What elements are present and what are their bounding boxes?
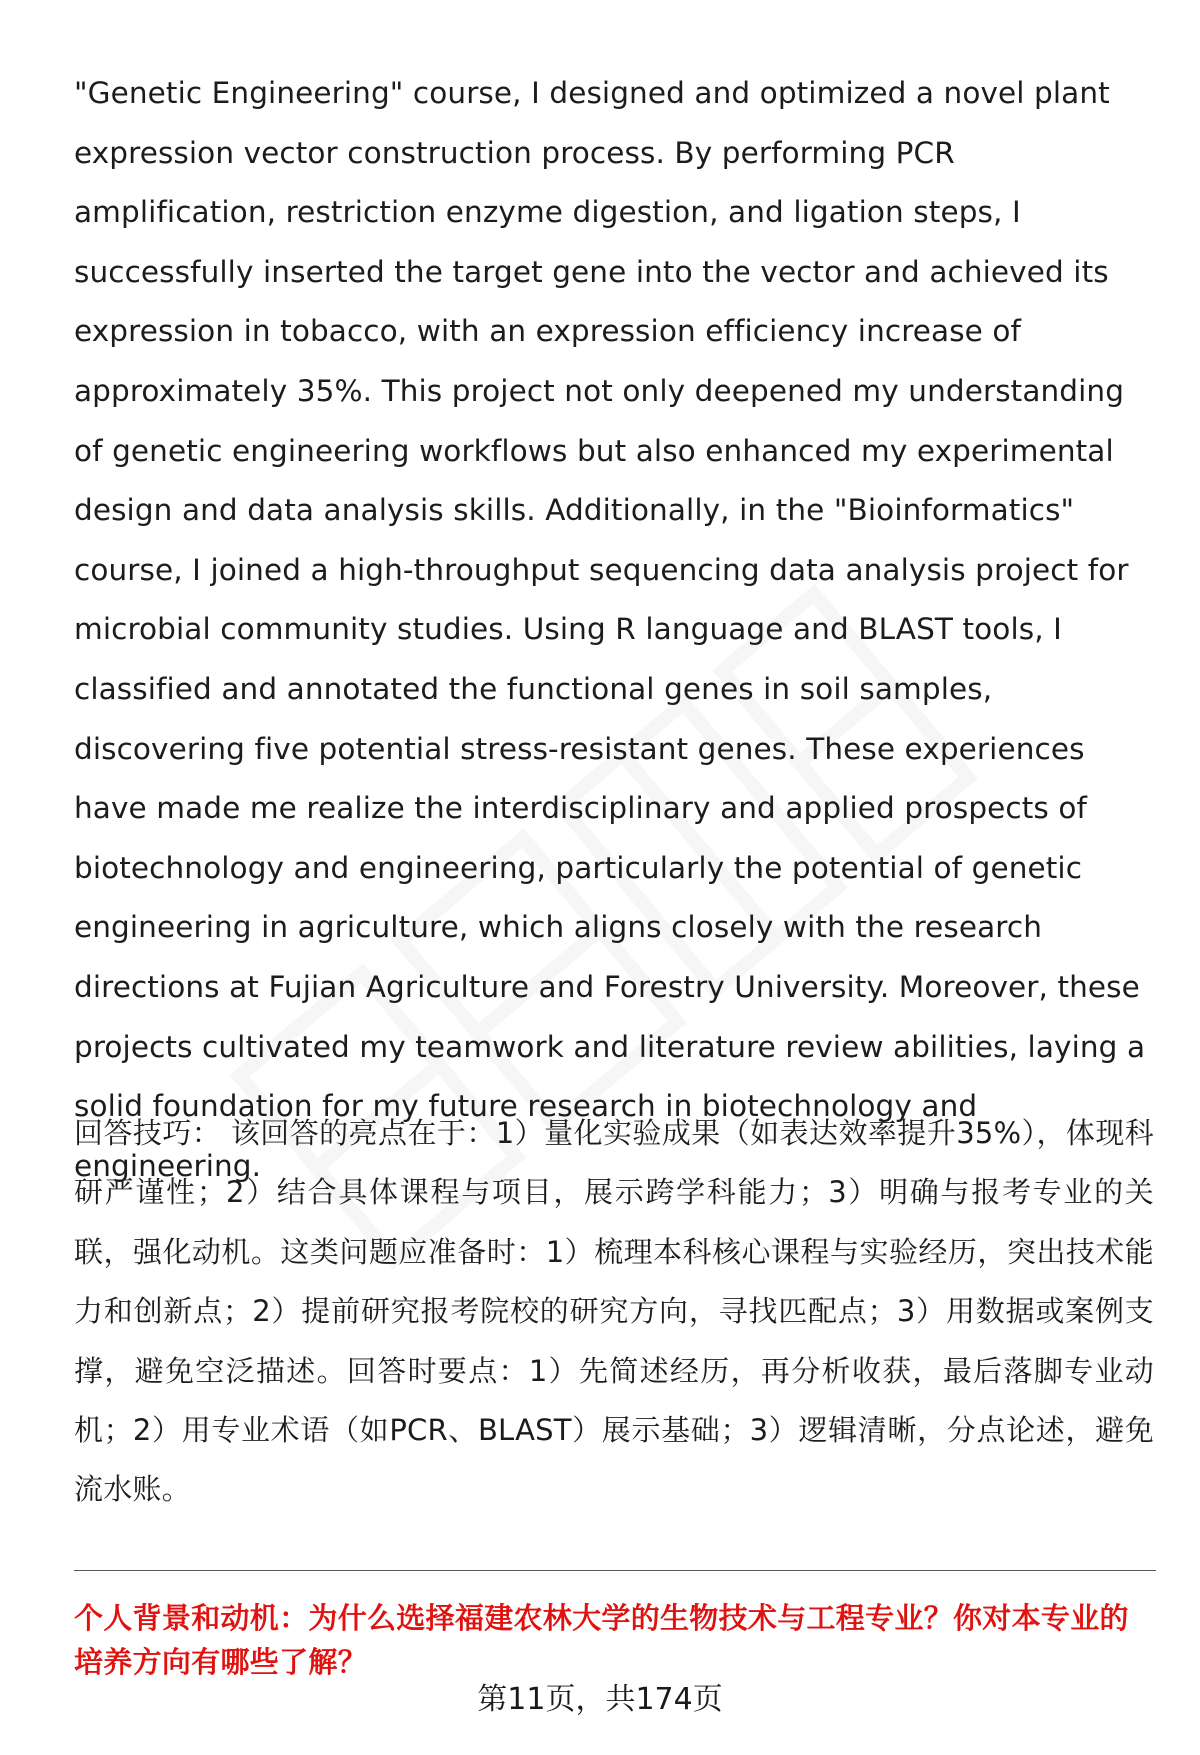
section-divider	[74, 1570, 1156, 1571]
answer-paragraph: "Genetic Engineering" course, I designed and optimized a novel plant expression vector construction process. By performing PCR amplification, restriction enzyme digestion, and ligation steps, I successfully inserted the target gene into the vector and achieved its expression in tobacco, with an expression efficiency increase of approximately 35%. This project not only deepened my understanding of genetic engineering workflows but also enhanced my experimental design and data analysis skills. Additionally, in the "Bioinformatics" course, I joined a high-throughput sequencing data analysis project for microbial community studies. Using R language and BLAST tools, I classified and annotated the functional genes in soil samples, discovering five potential stress-resistant genes. These experiences have made me realize the interdisciplinary and applied prospects of biotechnology and engineering, particularly the potential of genetic engineering in agriculture, which aligns closely with the research directions at Fujian Agriculture and Forestry University. Moreover, these projects cultivated my teamwork and literature review abilities, laying a solid foundation for my future research in biotechnology and engineering.	[74, 76, 1146, 1183]
question-text: 个人背景和动机：为什么选择福建农林大学的生物技术与工程专业？你对本专业的培养方向有哪些了解？	[74, 1601, 1129, 1679]
answer-tips	[74, 1104, 1154, 1520]
page-footer	[0, 1680, 1200, 1720]
answer-body	[74, 64, 1154, 1196]
tips-paragraph: 回答技巧： 该回答的亮点在于：1）量化实验成果（如表达效率提升35%），体现科研严谨性；2）结合具体课程与项目，展示跨学科能力；3）明确与报考专业的关联，强化动机。这类问题应准备时：1）梳理本科核心课程与实验经历，突出技术能力和创新点；2）提前研究报考院校的研究方向，寻找匹配点；3）用数据或案例支撑，避免空泛描述。回答时要点：1）先简述经历，再分析收获，最后落脚专业动机；2）用专业术语（如PCR、BLAST）展示基础；3）逻辑清晰，分点论述，避免流水账。	[74, 1116, 1154, 1507]
next-question-heading	[74, 1596, 1156, 1684]
page-number: 第11页，共174页	[477, 1682, 723, 1717]
